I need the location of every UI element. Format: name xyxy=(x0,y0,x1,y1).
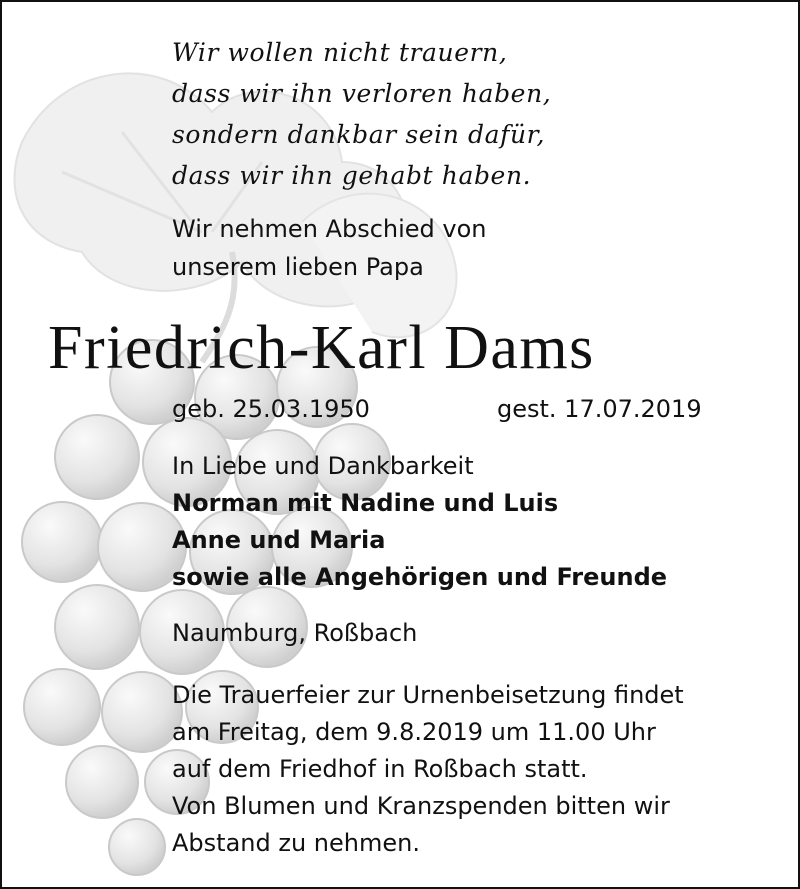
birth-date: geb. 25.03.1950 xyxy=(172,395,370,423)
poem-line: dass wir ihn verloren haben, xyxy=(172,79,552,108)
poem-line: sondern dankbar sein dafür, xyxy=(172,120,546,149)
mourner-entry: Norman mit Nadine und Luis xyxy=(172,489,559,517)
mourners-heading: In Liebe und Dankbarkeit xyxy=(172,452,474,480)
intro-line: Wir nehmen Abschied von xyxy=(172,215,487,243)
service-line: am Freitag, dem 9.8.2019 um 11.00 Uhr xyxy=(172,718,656,746)
mourner-entry: sowie alle Angehörigen und Freunde xyxy=(172,563,668,591)
service-line: auf dem Friedhof in Roßbach statt. xyxy=(172,755,588,783)
service-line: Abstand zu nehmen. xyxy=(172,829,420,857)
poem-line: Wir wollen nicht trauern, xyxy=(172,38,508,67)
deceased-name: Friedrich-Karl Dams xyxy=(48,314,595,382)
farewell-intro xyxy=(172,210,487,286)
death-date: gest. 17.07.2019 xyxy=(497,395,702,423)
funeral-service-info xyxy=(172,677,684,862)
intro-line: unserem lieben Papa xyxy=(172,253,424,281)
mourner-entry: Anne und Maria xyxy=(172,526,386,554)
place-line: Naumburg, Roßbach xyxy=(172,619,418,647)
service-line: Von Blumen und Kranzspenden bitten wir xyxy=(172,792,670,820)
memorial-poem xyxy=(172,32,551,196)
poem-line: dass wir ihn gehabt haben. xyxy=(172,161,532,190)
service-line: Die Trauerfeier zur Urnenbeisetzung findet xyxy=(172,681,684,709)
mourners-list xyxy=(172,448,667,596)
